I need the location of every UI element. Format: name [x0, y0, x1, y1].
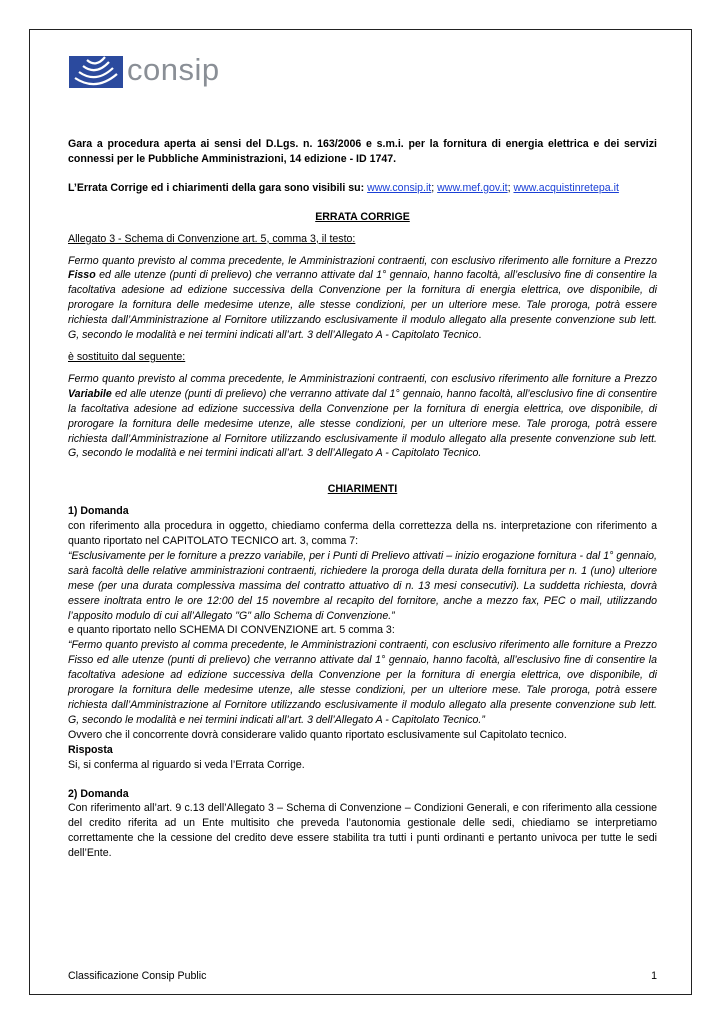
errata-heading: ERRATA CORRIGE: [315, 210, 410, 223]
link-separator: ;: [431, 181, 438, 194]
text-segment: ed alle utenze (punti di prelievo) che verranno attivate dal 1° gennaio, hanno facoltà, all’esclusivo fine di consentire la facoltativa adesione ad edizione successiva della Convenzione per la fornitura di energia elettrica, ove disponibile, di prorogare la fornitura delle medesime utenze, alle stesse condizioni, per un ulteriore mese. Tale proroga, potrà essere richiesta dall’Amministrazione al Fornitore utilizzando esclusivamente il modulo allegato alla presente convenzione sub lett. G, secondo le modalità e nei termini indicati all’art. 3 dell’Allegato A - Capitolato Tecnico.: [68, 387, 657, 460]
text-segment: Fermo quanto previsto al comma precedente, le Amministrazioni contraenti, con esclusivo riferimento alle forniture a Prezzo: [68, 372, 657, 385]
document-body: [68, 137, 657, 861]
link-mef[interactable]: www.mef.gov.it: [437, 181, 508, 194]
question-1-mid: e quanto riportato nello SCHEMA DI CONVENZIONE art. 5 comma 3:: [68, 624, 395, 637]
question-1-quote-capitolato: “Esclusivamente per le forniture a prezzo variabile, per i Punti di Prelievo attivati – inizio erogazione fornitura - dal 1° gennaio, sarà facoltà delle relative amministrazioni contraenti, richiedere la proroga della durata della fornitura per n. 1 (uno) ulteriore mese (per una durata complessiva massima del contratto attuativo di n. 13 mesi consecutivi). La suddetta richiesta, dovrà essere inoltrata entro le ore 12:00 del 15 novembre al recapito del fornitore, anche a mezzo fax, PEC o mail, utilizzando l’apposito modulo di cui all’Allegato "G" allo Schema di Convenzione.”: [68, 549, 657, 622]
logo-text: consip: [127, 52, 220, 87]
question-2-label: 2) Domanda: [68, 787, 129, 800]
question-1-label: 1) Domanda: [68, 505, 129, 518]
link-separator: ;: [507, 181, 514, 194]
errata-new-text: [68, 372, 657, 461]
question-1-closing: Ovvero che il concorrente dovrà considerare valido quanto riportato esclusivamente sul Capitolato tecnico.: [68, 728, 567, 741]
chiarimenti-heading: CHIARIMENTI: [327, 483, 398, 496]
replaced-by-label: è sostituito dal seguente:: [68, 350, 186, 363]
question-2-text: Con riferimento all’art. 9 c.13 dell’Allegato 3 – Schema di Convenzione – Condizioni Generali, e con riferimento alla cessione del credito riferita ad un Ente multisito che preveda l’autonomia gestionale delle sedi, chiediamo se interpretiamo correttamente che la cessione del credito deve essere stabilita tra tutti i punti ordinanti e pertanto univoca per tutte le sedi dell’Ente.: [68, 802, 657, 860]
answer-1-text: Si, si conferma al riguardo si veda l’Errata Corrige.: [68, 758, 305, 771]
text-segment: Fermo quanto previsto al comma precedente, le Amministrazioni contraenti, con esclusivo riferimento alle forniture a Prezzo: [68, 254, 657, 267]
emphasis-variabile: Variabile: [68, 387, 112, 400]
errata-reference: Allegato 3 - Schema di Convenzione art. 5, comma 3, il testo:: [68, 232, 356, 245]
link-acquistinretepa[interactable]: www.acquistinretepa.it: [513, 181, 619, 194]
page-footer: [68, 970, 657, 982]
visibility-prefix: L’Errata Corrige ed i chiarimenti della gara sono visibili su:: [68, 181, 365, 194]
question-1-quote-convenzione: “Fermo quanto previsto al comma precedente, le Amministrazioni contraenti, con esclusivo riferimento alle forniture a Prezzo Fisso ed alle utenze (punti di prelievo) che verranno attivate dal 1° gennaio, hanno facoltà, all’esclusivo fine di consentire la facoltativa adesione ad edizione successiva della Convenzione per la fornitura di energia elettrica, ove disponibile, di prorogare la fornitura delle medesime utenze, alle stesse condizioni, per un ulteriore mese. Tale proroga, potrà essere richiesta dall’Amministrazione al Fornitore utilizzando esclusivamente il modulo allegato alla presente convenzione sub lett. G, secondo le modalità e nei termini indicati all’art. 3 dell’Allegato A - Capitolato Tecnico.”: [68, 639, 657, 726]
visibility-line: [68, 181, 657, 196]
answer-1-label: Risposta: [68, 743, 113, 756]
text-segment: .: [478, 329, 482, 342]
question-1-intro: con riferimento alla procedura in oggetto, chiediamo conferma della correttezza della ns. interpretazione con riferimento a quanto riportato nel CAPITOLATO TECNICO art. 3, comma 7:: [68, 520, 657, 548]
page-number: 1: [651, 970, 657, 982]
document-title: Gara a procedura aperta ai sensi del D.Lgs. n. 163/2006 e s.m.i. per la fornitura di energia elettrica e dei servizi connessi per le Pubbliche Amministrazioni, 14 edizione - ID 1747.: [68, 138, 657, 165]
emphasis-fisso: Fisso: [68, 269, 96, 282]
classification-label: Classificazione Consip Public: [68, 970, 207, 982]
text-segment: ed alle utenze (punti di prelievo) che verranno attivate dal 1° gennaio, hanno facoltà, all’esclusivo fine di consentire la facoltativa adesione ad edizione successiva della Convenzione per la fornitura di energia elettrica, ove disponibile, di prorogare la fornitura delle medesime utenze, alle stesse condizioni, per un ulteriore mese. Tale proroga, potrà essere richiesta dall’Amministrazione al Fornitore utilizzando esclusivamente il modulo allegato alla presente convenzione sub lett. G, secondo le modalità e nei termini indicati all’art. 3 dell’Allegato A - Capitolato Tecnico: [68, 269, 657, 342]
errata-old-text: [68, 254, 657, 343]
link-consip[interactable]: www.consip.it: [367, 181, 432, 194]
